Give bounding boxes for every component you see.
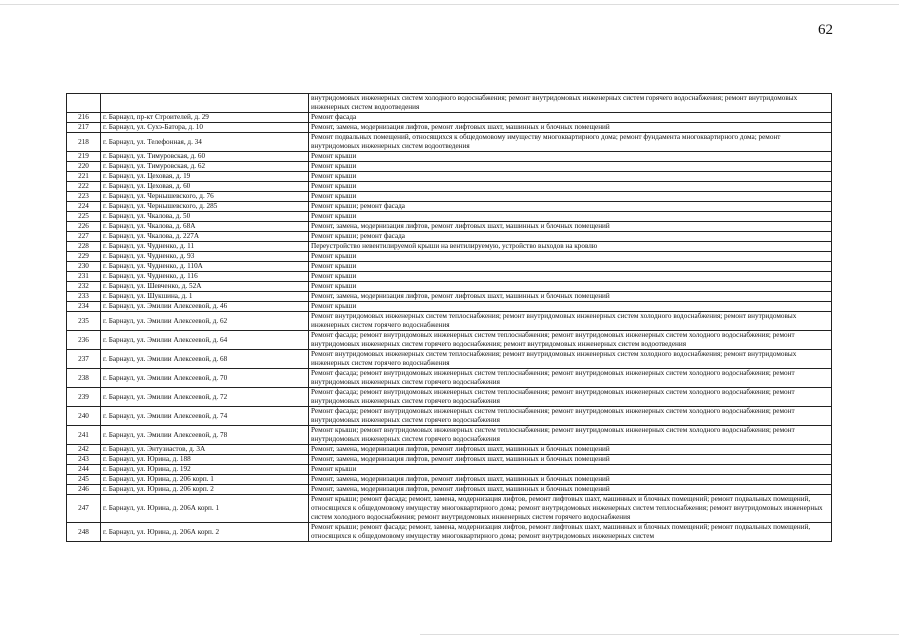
cell-work: Ремонт, замена, модернизация лифтов, ремонт лифтовых шахт, машинных и блочных помещений xyxy=(309,475,832,485)
cell-address: г. Барнаул, ул. Цеховая, д. 60 xyxy=(101,182,309,192)
cell-number: 240 xyxy=(67,407,101,426)
table-row xyxy=(67,252,832,262)
table-row xyxy=(67,312,832,331)
cell-work: Ремонт крыши; ремонт фасада xyxy=(309,232,832,242)
table-row xyxy=(67,369,832,388)
cell-address: г. Барнаул, ул. Эмилии Алексеевой, д. 74 xyxy=(101,407,309,426)
cell-work: Ремонт крыши xyxy=(309,465,832,475)
cell-work: Ремонт внутридомовых инженерных систем теплоснабжения; ремонт внутридомовых инженерных систем холодного водоснабжения; ремонт внутридомовых инженерных систем горячего водоснабжения xyxy=(309,312,832,331)
cell-work: Ремонт крыши xyxy=(309,252,832,262)
cell-number: 226 xyxy=(67,222,101,232)
table-row xyxy=(67,162,832,172)
cell-address: г. Барнаул, ул. Чудненко, д. 93 xyxy=(101,252,309,262)
cell-address xyxy=(101,94,309,113)
cell-address: г. Барнаул, ул. Эмилии Алексеевой, д. 72 xyxy=(101,388,309,407)
cell-number: 230 xyxy=(67,262,101,272)
cell-work: Ремонт крыши xyxy=(309,262,832,272)
cell-address: г. Барнаул, ул. Эмилии Алексеевой, д. 64 xyxy=(101,331,309,350)
cell-address: г. Барнаул, ул. Юрина, д. 206 корп. 2 xyxy=(101,485,309,495)
table-row xyxy=(67,133,832,152)
table-row xyxy=(67,350,832,369)
cell-work: Ремонт, замена, модернизация лифтов, ремонт лифтовых шахт, машинных и блочных помещений xyxy=(309,292,832,302)
cell-address: г. Барнаул, ул. Сухэ-Батора, д. 10 xyxy=(101,123,309,133)
table-row xyxy=(67,495,832,523)
cell-work: Ремонт, замена, модернизация лифтов, ремонт лифтовых шахт, машинных и блочных помещений xyxy=(309,485,832,495)
cell-work: Ремонт крыши xyxy=(309,162,832,172)
cell-address: г. Барнаул, ул. Эмилии Алексеевой, д. 62 xyxy=(101,312,309,331)
cell-number: 239 xyxy=(67,388,101,407)
cell-work: Ремонт фасада xyxy=(309,113,832,123)
cell-address: г. Барнаул, ул. Тимуровская, д. 62 xyxy=(101,162,309,172)
cell-number: 242 xyxy=(67,445,101,455)
cell-work: Ремонт подвальных помещений, относящихся к общедомовому имуществу многоквартирного дома; ремонт фундамента многоквартирного дома; ремонт внутридомовых инженерных систем водоотведения xyxy=(309,133,832,152)
cell-address: г. Барнаул, ул. Юрина, д. 192 xyxy=(101,465,309,475)
cell-work: Ремонт крыши xyxy=(309,302,832,312)
cell-address: г. Барнаул, ул. Юрина, д. 206 корп. 1 xyxy=(101,475,309,485)
table-row xyxy=(67,485,832,495)
cell-address: г. Барнаул, ул. Тимуровская, д. 60 xyxy=(101,152,309,162)
cell-address: г. Барнаул, ул. Телефонная, д. 34 xyxy=(101,133,309,152)
cell-number: 219 xyxy=(67,152,101,162)
cell-work: Ремонт крыши xyxy=(309,182,832,192)
cell-number: 229 xyxy=(67,252,101,262)
table-row xyxy=(67,465,832,475)
cell-work: Ремонт фасада; ремонт внутридомовых инженерных систем теплоснабжения; ремонт внутридомовых инженерных систем холодного водоснабжения; ремонт внутридомовых инженерных систем горячего водоснабжения xyxy=(309,388,832,407)
cell-work: Ремонт крыши xyxy=(309,172,832,182)
cell-work: Ремонт крыши xyxy=(309,272,832,282)
cell-number: 248 xyxy=(67,523,101,542)
cell-number: 236 xyxy=(67,331,101,350)
table-row xyxy=(67,262,832,272)
cell-number: 218 xyxy=(67,133,101,152)
cell-address: г. Барнаул, ул. Эмилии Алексеевой, д. 46 xyxy=(101,302,309,312)
table-row xyxy=(67,152,832,162)
cell-address: г. Барнаул, пр-кт Строителей, д. 29 xyxy=(101,113,309,123)
cell-address: г. Барнаул, ул. Чкалова, д. 227А xyxy=(101,232,309,242)
table-row xyxy=(67,455,832,465)
cell-work: Ремонт, замена, модернизация лифтов, ремонт лифтовых шахт, машинных и блочных помещений xyxy=(309,123,832,133)
table-row xyxy=(67,272,832,282)
table-row xyxy=(67,388,832,407)
cell-work: Ремонт крыши; ремонт фасада; ремонт, замена, модернизация лифтов, ремонт лифтовых шахт, машинных и блочных помещений; ремонт подвальных помещений, относящихся к общедомовому имуществу многоквартирного дома; ремонт внутридомовых инженерных систем xyxy=(309,523,832,542)
cell-number: 243 xyxy=(67,455,101,465)
cell-work: Ремонт, замена, модернизация лифтов, ремонт лифтовых шахт, машинных и блочных помещений xyxy=(309,445,832,455)
cell-work: Переустройство невентилируемой крыши на вентилируемую, устройство выходов на кровлю xyxy=(309,242,832,252)
table-row xyxy=(67,192,832,202)
cell-address: г. Барнаул, ул. Чкалова, д. 68А xyxy=(101,222,309,232)
cell-number: 237 xyxy=(67,350,101,369)
cell-number: 222 xyxy=(67,182,101,192)
table-row xyxy=(67,242,832,252)
cell-number: 217 xyxy=(67,123,101,133)
cell-work: Ремонт фасада; ремонт внутридомовых инженерных систем теплоснабжения; ремонт внутридомовых инженерных систем холодного водоснабжения; ремонт внутридомовых инженерных систем горячего водоснабжения; ремонт внутридомовых инженерных систем водоотведения xyxy=(309,331,832,350)
cell-address: г. Барнаул, ул. Шукшина, д. 1 xyxy=(101,292,309,302)
table-row xyxy=(67,123,832,133)
cell-work: Ремонт крыши; ремонт фасада; ремонт, замена, модернизация лифтов, ремонт лифтовых шахт, машинных и блочных помещений; ремонт подвальных помещений, относящихся к общедомовому имуществу многоквартирного дома; ремонт внутридомовых инженерных систем теплоснабжения; ремонт внутридомовых инженерных систем холодного водоснабжения; ремонт внутридомовых инженерных систем горячего водоснабжения xyxy=(309,495,832,523)
cell-number: 223 xyxy=(67,192,101,202)
table-row xyxy=(67,182,832,192)
cell-work: Ремонт крыши xyxy=(309,152,832,162)
table-row xyxy=(67,232,832,242)
cell-work: Ремонт внутридомовых инженерных систем теплоснабжения; ремонт внутридомовых инженерных систем холодного водоснабжения; ремонт внутридомовых инженерных систем горячего водоснабжения xyxy=(309,350,832,369)
table-row xyxy=(67,172,832,182)
table-row xyxy=(67,426,832,445)
cell-address: г. Барнаул, ул. Юрина, д. 188 xyxy=(101,455,309,465)
table-row xyxy=(67,212,832,222)
table-row xyxy=(67,282,832,292)
cell-work: Ремонт фасада; ремонт внутридомовых инженерных систем теплоснабжения; ремонт внутридомовых инженерных систем холодного водоснабжения; ремонт внутридомовых инженерных систем горячего водоснабжения xyxy=(309,369,832,388)
cell-work: Ремонт, замена, модернизация лифтов, ремонт лифтовых шахт, машинных и блочных помещений xyxy=(309,222,832,232)
cell-address: г. Барнаул, ул. Чудненко, д. 110А xyxy=(101,262,309,272)
table-row xyxy=(67,331,832,350)
cell-number: 234 xyxy=(67,302,101,312)
table-row-continuation xyxy=(67,94,832,113)
table-row xyxy=(67,475,832,485)
table-row xyxy=(67,523,832,542)
cell-number xyxy=(67,94,101,113)
table-row xyxy=(67,222,832,232)
cell-work: Ремонт, замена, модернизация лифтов, ремонт лифтовых шахт, машинных и блочных помещений xyxy=(309,455,832,465)
cell-number: 235 xyxy=(67,312,101,331)
cell-address: г. Барнаул, ул. Эмилии Алексеевой, д. 70 xyxy=(101,369,309,388)
cell-address: г. Барнаул, ул. Шевченко, д. 52А xyxy=(101,282,309,292)
cell-number: 244 xyxy=(67,465,101,475)
scan-artifact-top xyxy=(0,4,899,5)
table-row xyxy=(67,292,832,302)
cell-address: г. Барнаул, ул. Энтузиастов, д. 3А xyxy=(101,445,309,455)
cell-address: г. Барнаул, ул. Чудненко, д. 116 xyxy=(101,272,309,282)
cell-number: 220 xyxy=(67,162,101,172)
cell-address: г. Барнаул, ул. Чудненко, д. 11 xyxy=(101,242,309,252)
cell-number: 216 xyxy=(67,113,101,123)
cell-address: г. Барнаул, ул. Чернышевского, д. 285 xyxy=(101,202,309,212)
cell-work: Ремонт крыши; ремонт фасада xyxy=(309,202,832,212)
cell-number: 245 xyxy=(67,475,101,485)
cell-number: 225 xyxy=(67,212,101,222)
cell-number: 231 xyxy=(67,272,101,282)
cell-work: Ремонт фасада; ремонт внутридомовых инженерных систем теплоснабжения; ремонт внутридомовых инженерных систем холодного водоснабжения; ремонт внутридомовых инженерных систем горячего водоснабжения xyxy=(309,407,832,426)
cell-address: г. Барнаул, ул. Чкалова, д. 50 xyxy=(101,212,309,222)
table-row xyxy=(67,302,832,312)
works-table xyxy=(66,93,832,542)
cell-work: Ремонт крыши xyxy=(309,212,832,222)
cell-number: 232 xyxy=(67,282,101,292)
table-row xyxy=(67,113,832,123)
cell-number: 224 xyxy=(67,202,101,212)
table-row xyxy=(67,445,832,455)
cell-work: Ремонт крыши xyxy=(309,192,832,202)
scan-artifact-bottom xyxy=(420,634,899,635)
cell-address: г. Барнаул, ул. Юрина, д. 206А корп. 2 xyxy=(101,523,309,542)
cell-number: 238 xyxy=(67,369,101,388)
page-number: 62 xyxy=(818,22,833,38)
cell-address: г. Барнаул, ул. Чернышевского, д. 76 xyxy=(101,192,309,202)
cell-number: 221 xyxy=(67,172,101,182)
cell-number: 246 xyxy=(67,485,101,495)
table-row xyxy=(67,202,832,212)
cell-work: внутридомовых инженерных систем холодного водоснабжения; ремонт внутридомовых инженерных систем горячего водоснабжения; ремонт внутридомовых инженерных систем водоотведения xyxy=(309,94,832,113)
cell-address: г. Барнаул, ул. Эмилии Алексеевой, д. 68 xyxy=(101,350,309,369)
cell-address: г. Барнаул, ул. Эмилии Алексеевой, д. 78 xyxy=(101,426,309,445)
cell-work: Ремонт крыши; ремонт внутридомовых инженерных систем теплоснабжения; ремонт внутридомовых инженерных систем холодного водоснабжения; ремонт внутридомовых инженерных систем горячего водоснабжения xyxy=(309,426,832,445)
table-row xyxy=(67,407,832,426)
cell-address: г. Барнаул, ул. Юрина, д. 206А корп. 1 xyxy=(101,495,309,523)
cell-number: 247 xyxy=(67,495,101,523)
cell-number: 227 xyxy=(67,232,101,242)
cell-work: Ремонт крыши xyxy=(309,282,832,292)
cell-address: г. Барнаул, ул. Цеховая, д. 19 xyxy=(101,172,309,182)
cell-number: 233 xyxy=(67,292,101,302)
cell-number: 228 xyxy=(67,242,101,252)
cell-number: 241 xyxy=(67,426,101,445)
